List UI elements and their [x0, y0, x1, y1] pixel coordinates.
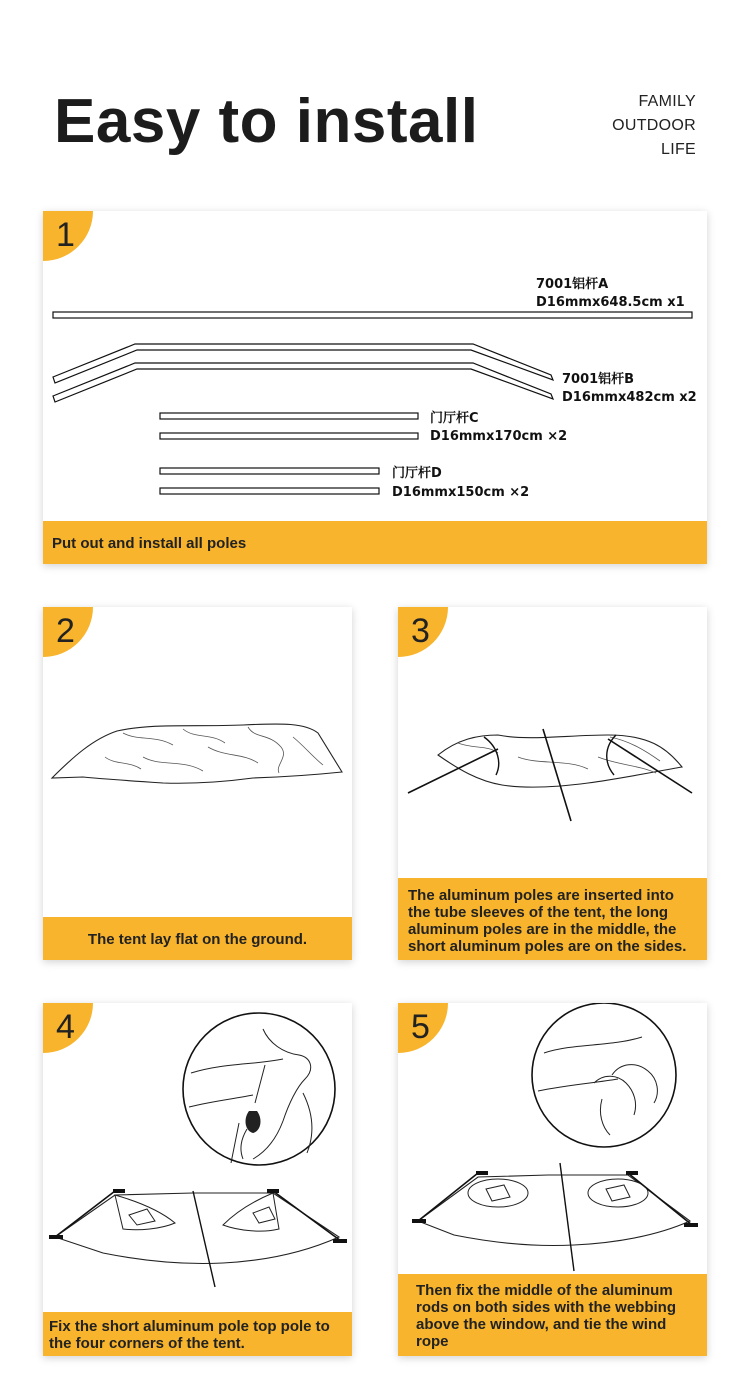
step-2-card	[43, 607, 352, 960]
caption-line: above the window, and tie the wind	[416, 1316, 667, 1333]
pole-c-name: 门厅杆C	[430, 411, 479, 426]
caption-line: short aluminum poles are on the sides.	[408, 938, 687, 955]
step-caption	[43, 917, 352, 960]
pole-c-spec: D16mmx170cm ×2	[430, 429, 568, 444]
pole-d-2	[160, 488, 379, 494]
caption-line: the tube sleeves of the tent, the long	[408, 904, 669, 921]
corner-fix-illustration	[43, 1003, 352, 1308]
caption-line: rope	[416, 1333, 449, 1350]
step-number: 3	[411, 612, 430, 650]
brand-line: LIFE	[661, 141, 696, 158]
step-1-card	[43, 211, 707, 564]
pole-a-name: 7001铝杆A	[536, 277, 609, 292]
brand-line: OUTDOOR	[612, 117, 696, 134]
caption-line: The aluminum poles are inserted into	[408, 887, 674, 904]
caption-line: rods on both sides with the webbing	[416, 1299, 676, 1316]
step-caption	[43, 521, 707, 564]
caption-line: aluminum poles are in the middle, the	[408, 921, 677, 938]
step-caption	[398, 878, 707, 960]
caption-line: Put out and install all poles	[52, 535, 247, 552]
poles-illustration	[43, 211, 707, 521]
caption-line: Then fix the middle of the aluminum	[416, 1282, 673, 1299]
flat-tent-illustration	[43, 607, 352, 917]
pole-c-1	[160, 413, 418, 419]
caption-line: Fix the short aluminum pole top pole to	[49, 1318, 330, 1335]
step-5-card	[398, 1003, 707, 1356]
caption-line: the four corners of the tent.	[49, 1335, 245, 1352]
page-title: Easy to install	[54, 87, 479, 156]
pole-c-2	[160, 433, 418, 439]
webbing-fix-illustration	[398, 1003, 707, 1278]
step-number: 5	[411, 1008, 430, 1046]
step-number: 4	[56, 1008, 75, 1046]
pole-a	[53, 312, 692, 318]
step-caption	[43, 1312, 352, 1356]
step-caption	[398, 1274, 707, 1356]
pole-b-spec: D16mmx482cm x2	[562, 390, 697, 405]
step-number: 2	[56, 612, 75, 650]
step-4-card	[43, 1003, 352, 1356]
brand-tagline	[612, 90, 696, 162]
pole-b-lower	[53, 363, 553, 402]
caption-line: The tent lay flat on the ground.	[87, 931, 308, 948]
pole-b-name: 7001铝杆B	[562, 372, 635, 387]
pole-d-name: 门厅杆D	[392, 466, 442, 481]
pole-d-1	[160, 468, 379, 474]
pole-d-spec: D16mmx150cm ×2	[392, 485, 530, 500]
brand-line: FAMILY	[638, 93, 696, 110]
poles-inserted-illustration	[398, 607, 707, 882]
step-number: 1	[56, 216, 75, 254]
pole-a-spec: D16mmx648.5cm x1	[536, 295, 685, 310]
step-3-card	[398, 607, 707, 960]
